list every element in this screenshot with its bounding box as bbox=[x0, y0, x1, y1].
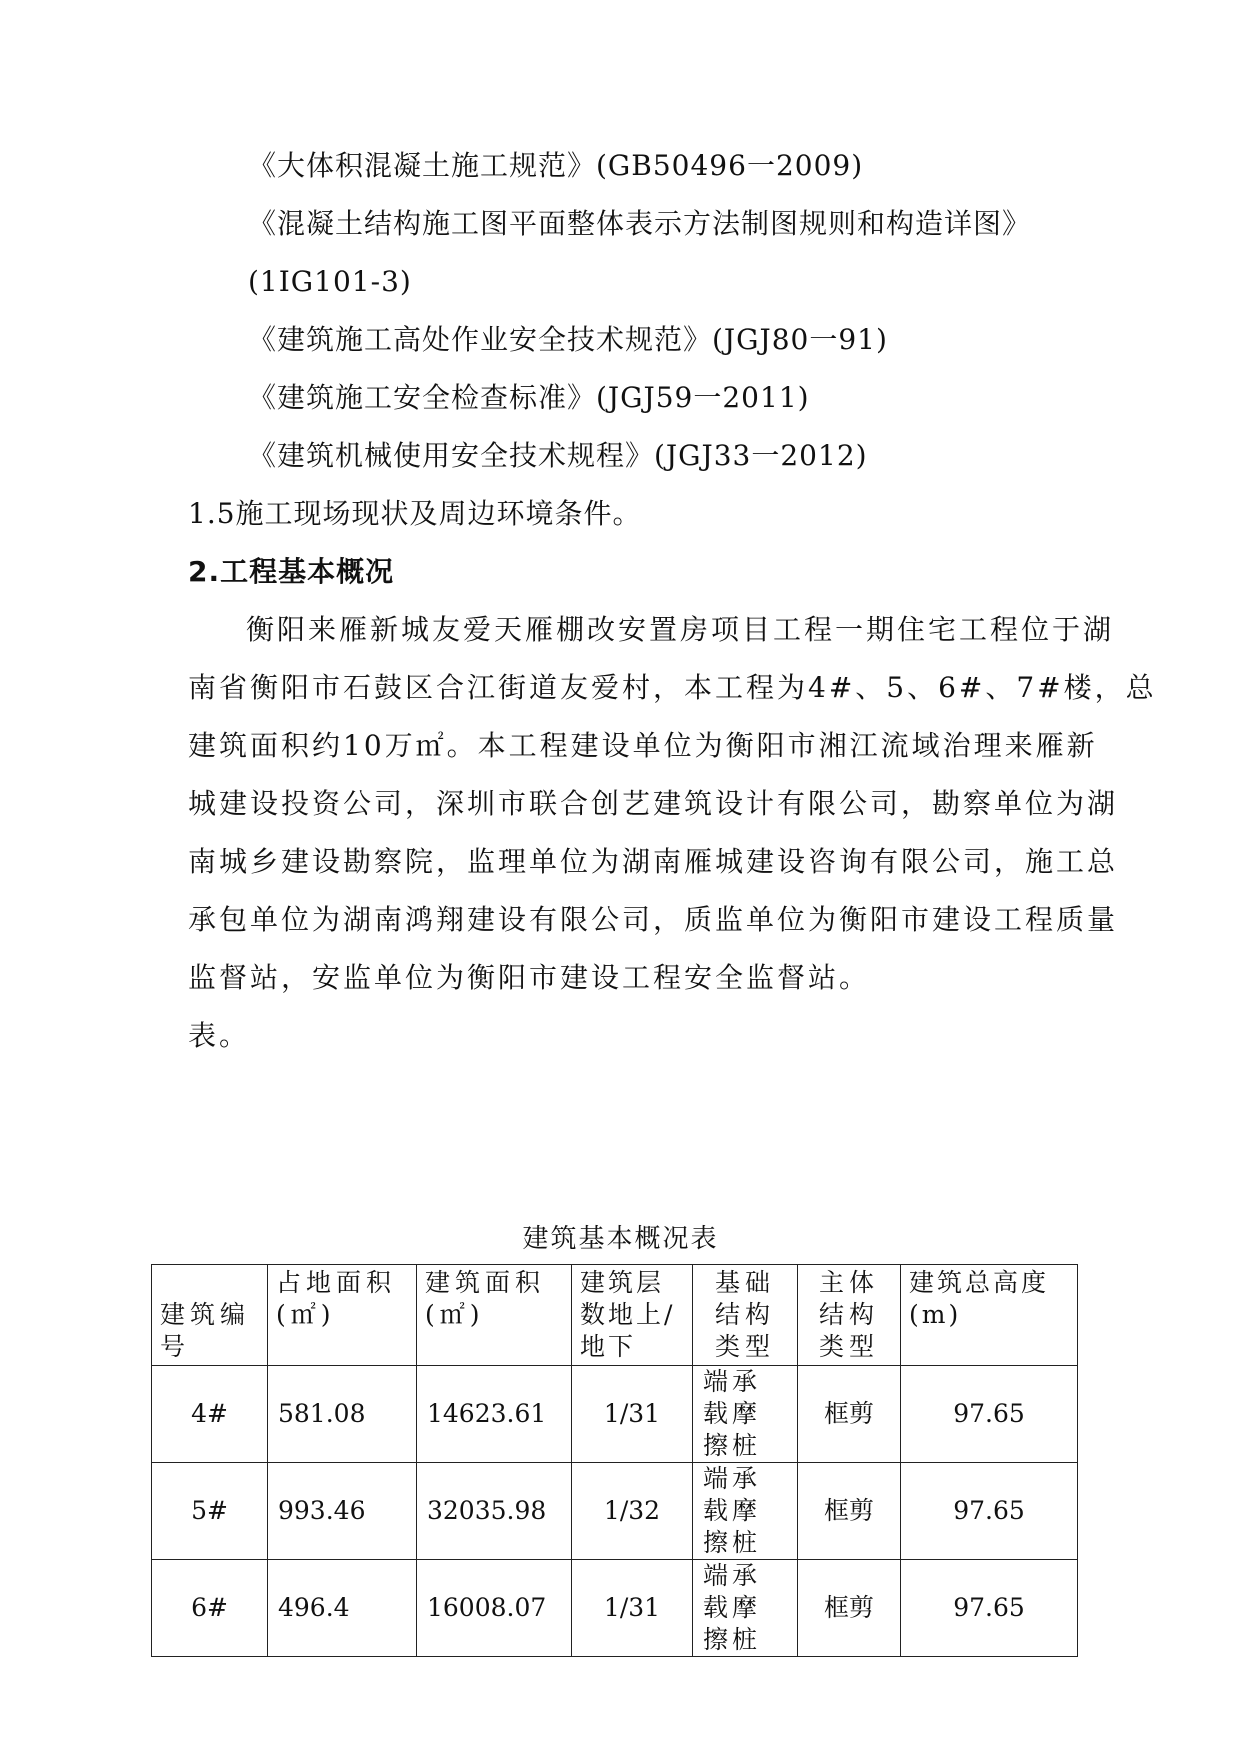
paragraph-line: 监督站，安监单位为衡阳市建设工程安全监督站。 bbox=[188, 961, 871, 994]
cell-building: 4# bbox=[152, 1366, 268, 1463]
reference-line: 《建筑机械使用安全技术规程》(JGJ33一2012) bbox=[248, 439, 868, 472]
cell-floors: 1/32 bbox=[572, 1463, 693, 1560]
header-land-area bbox=[268, 1265, 417, 1366]
reference-line: 《建筑施工高处作业安全技术规范》(JGJ80一91) bbox=[248, 323, 888, 356]
header-height-unit: (m) bbox=[909, 1300, 962, 1329]
cell-building: 6# bbox=[152, 1560, 268, 1657]
header-structure: 主体结构类型 bbox=[798, 1265, 901, 1366]
table-row bbox=[152, 1366, 1078, 1463]
header-land-area-label: 占地面积 bbox=[276, 1268, 397, 1297]
header-height bbox=[901, 1265, 1078, 1366]
header-floor-area-label: 建筑面积 bbox=[425, 1268, 546, 1297]
table-row bbox=[152, 1463, 1078, 1560]
cell-land-area: 993.46 bbox=[268, 1463, 417, 1560]
paragraph-line: 南城乡建设勘察院，监理单位为湖南雁城建设咨询有限公司，施工总 bbox=[188, 845, 1119, 878]
reference-line: 《建筑施工安全检查标准》(JGJ59一2011) bbox=[248, 381, 810, 414]
reference-line: 《大体积混凝土施工规范》(GB50496一2009) bbox=[248, 149, 864, 182]
cell-land-area: 581.08 bbox=[268, 1366, 417, 1463]
header-land-area-unit: (㎡) bbox=[276, 1300, 336, 1329]
cell-floor-area: 14623.61 bbox=[417, 1366, 572, 1463]
cell-floors: 1/31 bbox=[572, 1560, 693, 1657]
paragraph-line: 城建设投资公司，深圳市联合创艺建筑设计有限公司，勘察单位为湖 bbox=[188, 787, 1119, 820]
section-2-heading: 2.工程基本概况 bbox=[188, 555, 395, 588]
header-floor-area bbox=[417, 1265, 572, 1366]
cell-land-area: 496.4 bbox=[268, 1560, 417, 1657]
table-row bbox=[152, 1560, 1078, 1657]
cell-foundation: 端承载摩擦桩 bbox=[693, 1366, 798, 1463]
cell-floor-area: 32035.98 bbox=[417, 1463, 572, 1560]
cell-floor-area: 16008.07 bbox=[417, 1560, 572, 1657]
cell-structure: 框剪 bbox=[798, 1560, 901, 1657]
cell-structure: 框剪 bbox=[798, 1463, 901, 1560]
header-height-label: 建筑总高度 bbox=[909, 1268, 1050, 1297]
reference-line: (1IG101-3) bbox=[248, 265, 412, 298]
table-header-row bbox=[152, 1265, 1078, 1366]
header-building-no: 建筑编号 bbox=[152, 1265, 268, 1366]
table-title: 建筑基本概况表 bbox=[522, 1224, 719, 1254]
cell-height: 97.65 bbox=[901, 1463, 1078, 1560]
reference-line: 《混凝土结构施工图平面整体表示方法制图规则和构造详图》 bbox=[248, 207, 1032, 240]
header-foundation: 基础结构类型 bbox=[693, 1265, 798, 1366]
paragraph-line: 衡阳来雁新城友爱天雁棚改安置房项目工程一期住宅工程位于湖 bbox=[246, 613, 1115, 646]
section-1-5-text: 1.5施工现场现状及周边环境条件。 bbox=[188, 497, 642, 530]
building-info-table bbox=[151, 1264, 1078, 1657]
cell-foundation: 端承载摩擦桩 bbox=[693, 1560, 798, 1657]
cell-structure: 框剪 bbox=[798, 1366, 901, 1463]
cell-foundation: 端承载摩擦桩 bbox=[693, 1463, 798, 1560]
cell-floors: 1/31 bbox=[572, 1366, 693, 1463]
paragraph-line: 建筑面积约10万㎡。本工程建设单位为衡阳市湘江流域治理来雁新 bbox=[188, 729, 1098, 762]
cell-height: 97.65 bbox=[901, 1366, 1078, 1463]
table-intro: 表。 bbox=[188, 1019, 251, 1052]
paragraph-line: 承包单位为湖南鸿翔建设有限公司，质监单位为衡阳市建设工程质量 bbox=[188, 903, 1119, 936]
cell-height: 97.65 bbox=[901, 1560, 1078, 1657]
header-floor-area-unit: (㎡) bbox=[425, 1300, 485, 1329]
paragraph-line: 南省衡阳市石鼓区合江街道友爱村，本工程为4#、5、6#、7#楼，总 bbox=[188, 671, 1157, 704]
cell-building: 5# bbox=[152, 1463, 268, 1560]
header-floors: 建筑层数地上/地下 bbox=[572, 1265, 693, 1366]
